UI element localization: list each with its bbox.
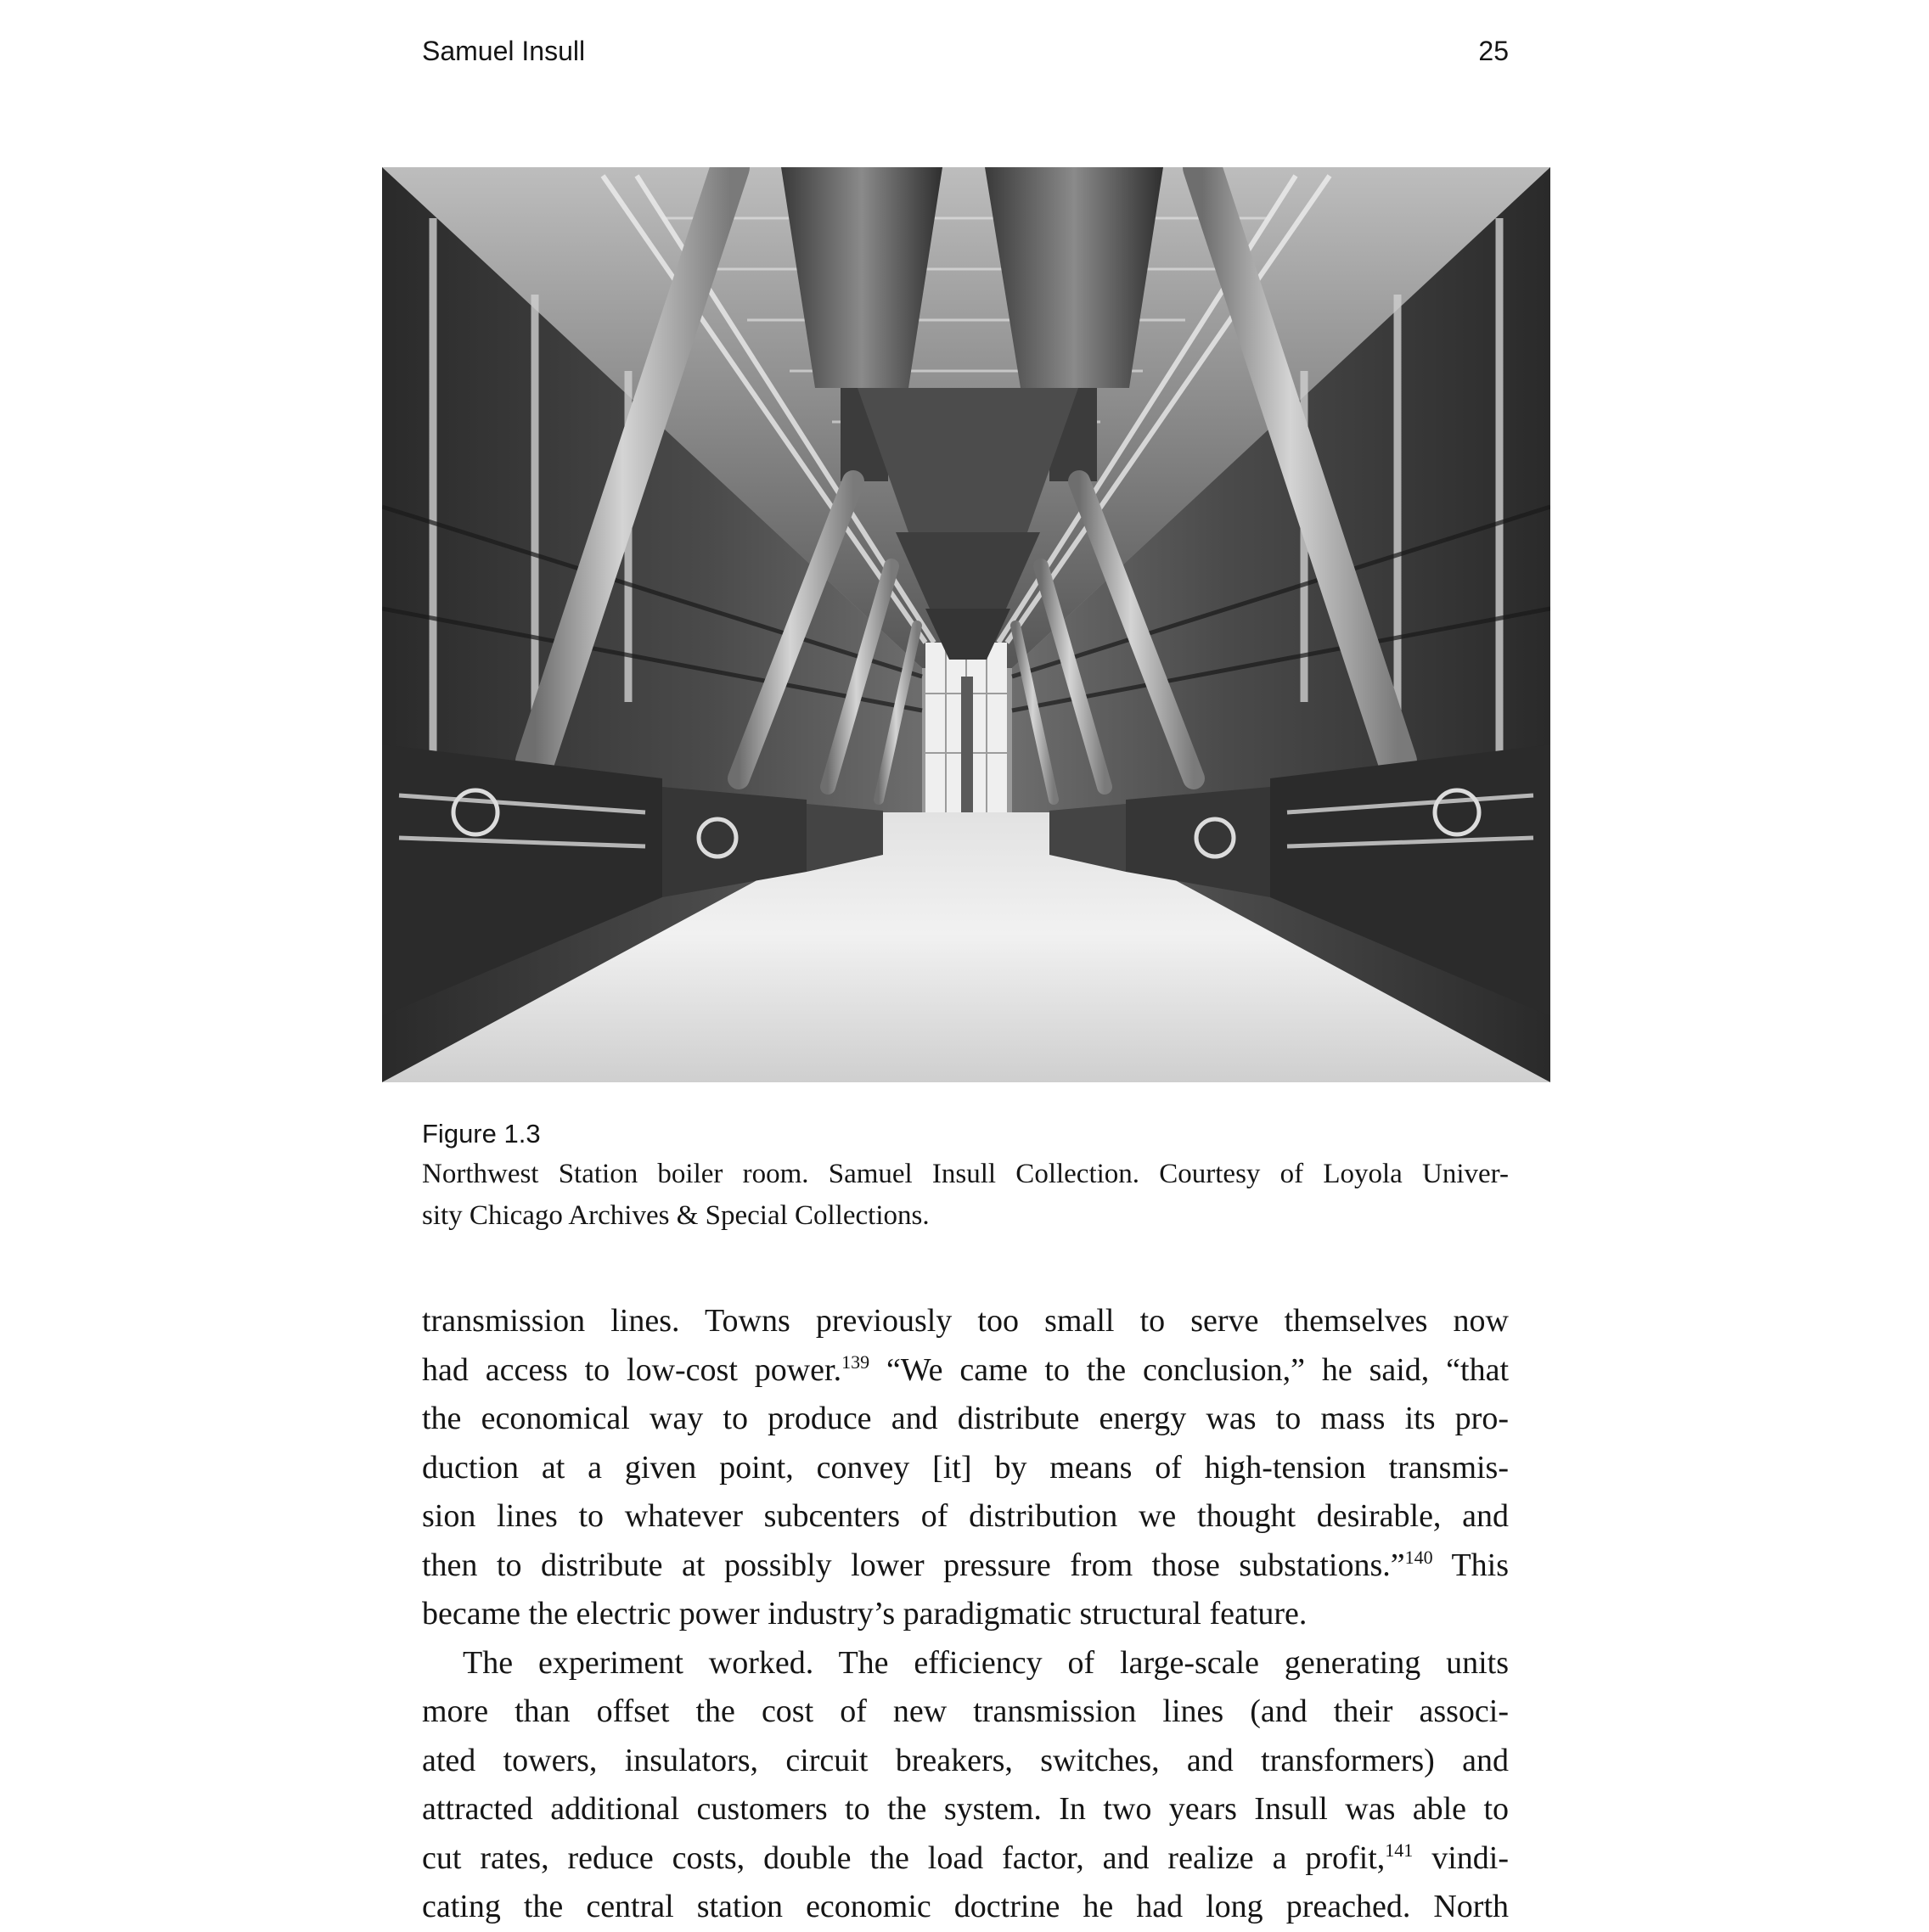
footnote-ref: 139 [841, 1351, 870, 1373]
boiler-room-illustration [382, 167, 1550, 1082]
text-line [422, 1297, 1509, 1346]
text-line [422, 1492, 1509, 1542]
caption-line: Northwest Station boiler room. Samuel Insull Collection. Courtesy of Loyola Univer- [422, 1159, 1509, 1189]
text-segment: then to distribute at possibly lower pressure from those substations.” [422, 1547, 1405, 1583]
text-segment: cut rates, reduce costs, double the load factor, and realize a profit, [422, 1839, 1386, 1876]
text-segment: sion lines to whatever subcenters of distribution we thought desirable, and [422, 1498, 1509, 1534]
text-line [422, 1834, 1509, 1884]
text-segment: vindi- [1413, 1839, 1509, 1876]
page-number: 25 [1478, 36, 1509, 66]
figure-label: Figure 1.3 [422, 1119, 541, 1149]
text-segment: This [1432, 1547, 1509, 1583]
text-segment: duction at a given point, convey [it] by means of high-tension transmis- [422, 1449, 1509, 1486]
text-line [422, 1883, 1509, 1932]
text-segment: the economical way to produce and distribute energy was to mass its pro- [422, 1401, 1509, 1436]
text-line [422, 1737, 1509, 1786]
text-line [422, 1395, 1509, 1444]
text-line [422, 1542, 1509, 1591]
text-line [422, 1688, 1509, 1737]
caption-line: sity Chicago Archives & Special Collections. [422, 1200, 930, 1231]
text-segment: “We came to the conclusion,” he said, “that [869, 1351, 1509, 1388]
text-line [422, 1590, 1509, 1639]
footnote-ref: 140 [1404, 1546, 1433, 1568]
text-segment: cating the central station economic doctrine he had long preached. North [422, 1889, 1509, 1924]
text-line [422, 1444, 1509, 1493]
text-segment: The experiment worked. The efficiency of large-scale generating units [463, 1644, 1509, 1681]
text-segment: transmission lines. Towns previously too small to serve themselves now [422, 1303, 1509, 1339]
text-line [422, 1639, 1509, 1688]
footnote-ref: 141 [1385, 1839, 1414, 1861]
text-line [422, 1785, 1509, 1834]
figure-caption [422, 1115, 1509, 1237]
text-line [422, 1346, 1509, 1396]
boiler-room-photograph [382, 167, 1550, 1082]
body-text [422, 1297, 1509, 1932]
text-segment: attracted additional customers to the system. In two years Insull was able to [422, 1791, 1509, 1827]
text-segment: more than offset the cost of new transmission lines (and their associ- [422, 1693, 1509, 1729]
paragraph [422, 1639, 1509, 1932]
text-segment: became the electric power industry’s paradigmatic structural feature. [422, 1596, 1308, 1632]
figure-caption-text [422, 1154, 1509, 1237]
paragraph [422, 1297, 1509, 1639]
text-segment: had access to low-cost power. [422, 1351, 842, 1388]
text-segment: ated towers, insulators, circuit breakers, switches, and transformers) and [422, 1742, 1509, 1778]
running-head-title: Samuel Insull [422, 36, 586, 66]
